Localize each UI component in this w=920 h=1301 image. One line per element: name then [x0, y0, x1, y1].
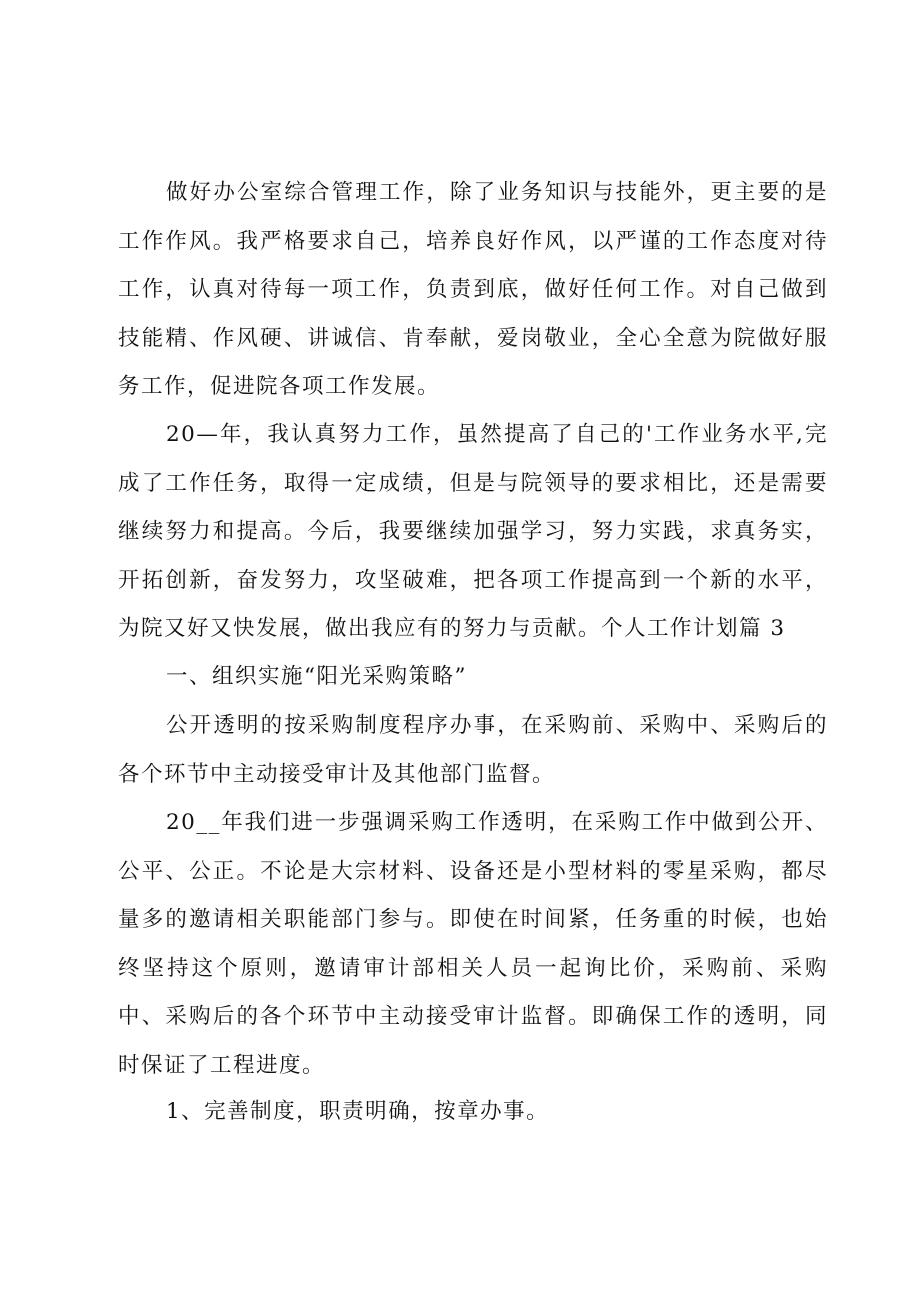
paragraph-year-summary: 20—年，我认真努力工作，虽然提高了自己的'工作业务水平,完成了工作任务，取得一定成绩，但是与院领导的要求相比，还是需要继续努力和提高。今后，我要继续加强学习，努力实践，求真务实，开拓创新，奋发努力，攻坚破难，把各项工作提高到一个新的水平，为院又好又快发展，做出我应有的努力与贡献。个人工作计划篇 3 [118, 422, 828, 642]
paragraph-procurement-procedure: 公开透明的按采购制度程序办事，在采购前、采购中、采购后的各个环节中主动接受审计及其他部门监督。 [118, 713, 828, 787]
paragraph-work-style: 做好办公室综合管理工作，除了业务知识与技能外，更主要的是工作作风。我严格要求自己，培养良好作风，以严谨的工作态度对待工作，认真对待每一项工作，负责到底，做好任何工作。对自己做到技能精、作风硬、讲诚信、肯奉献，爱岗敬业，全心全意为院做好服务工作，促进院各项工作发展。 [118, 180, 828, 400]
paragraph-procurement-transparency: 20__年我们进一步强调采购工作透明，在采购工作中做到公开、公平、公正。不论是大宗材料、设备还是小型材料的零星采购，都尽量多的邀请相关职能部门参与。即使在时间紧，任务重的时候，也始终坚持这个原则，邀请审计部相关人员一起询比价，采购前、采购中、采购后的各个环节中主动接受审计监督。即确保工作的透明，同时保证了工程进度。 [118, 810, 828, 1078]
section-heading-sunshine-procurement: 一、组织实施“阳光采购策略” [166, 664, 467, 689]
list-item-improve-system: 1、完善制度，职责明确，按章办事。 [166, 1099, 550, 1124]
